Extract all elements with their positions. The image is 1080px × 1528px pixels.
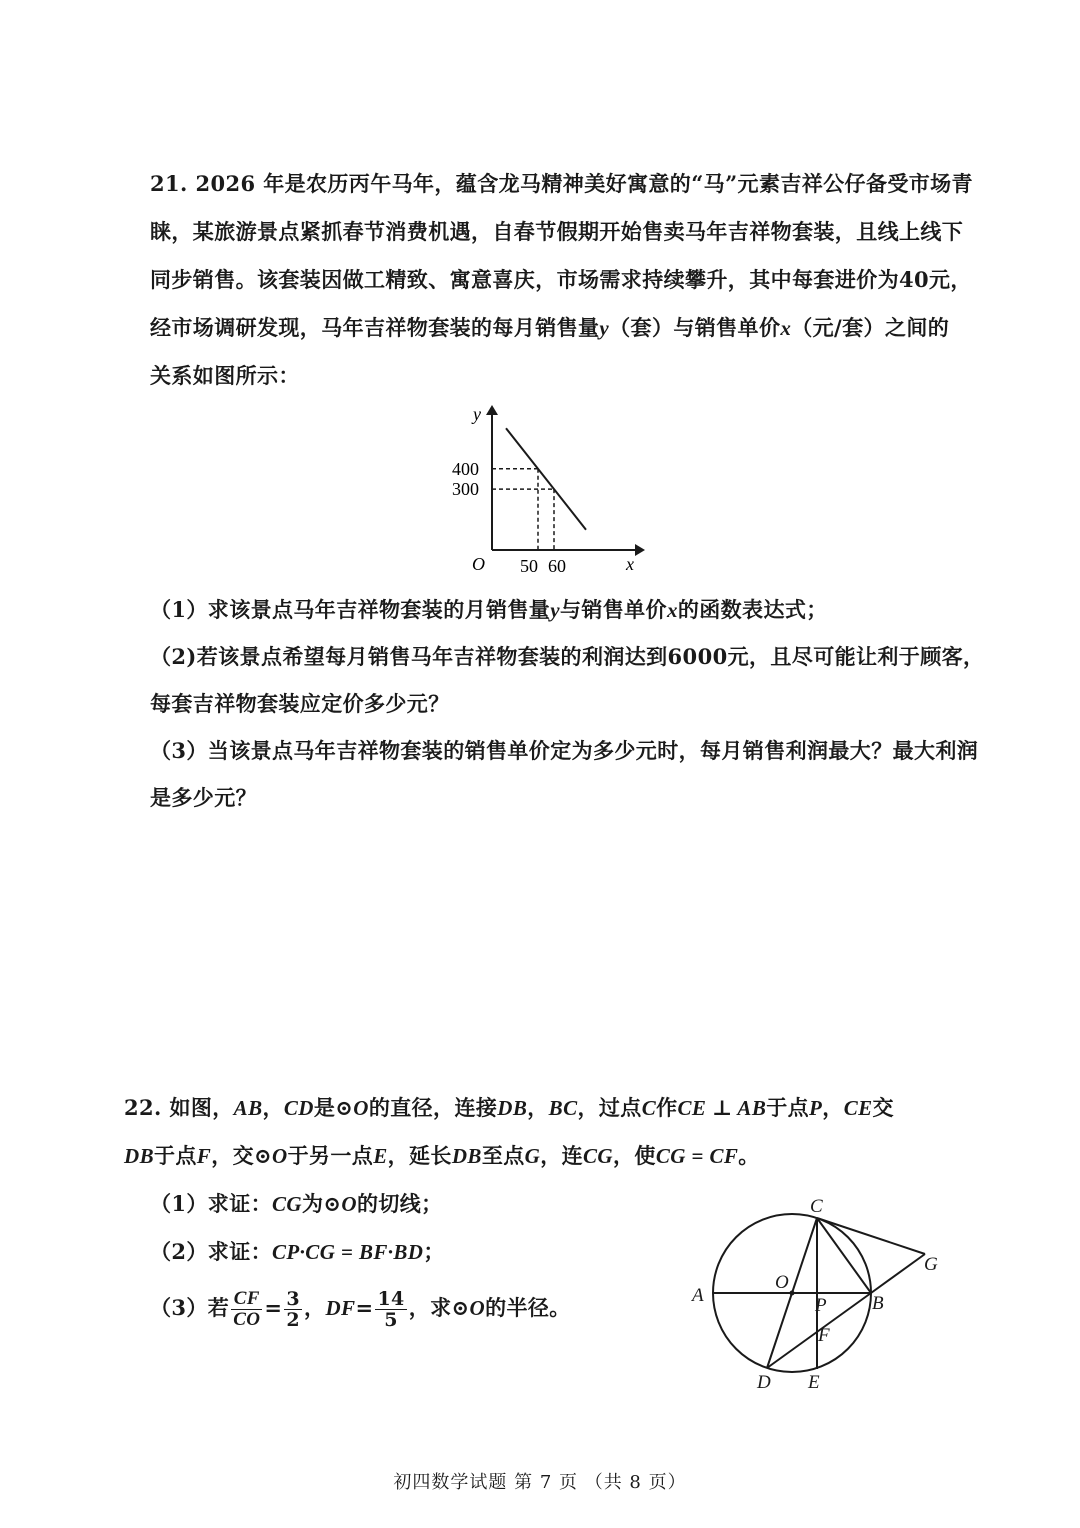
q22-l1f: 于点 <box>766 1095 810 1120</box>
frac-den: CO <box>233 1309 261 1330</box>
frac-num: CF <box>231 1289 262 1310</box>
label-b: B <box>872 1293 884 1314</box>
origin-label: O <box>472 554 485 574</box>
q22-p2b: ； <box>423 1239 445 1264</box>
q22-l2d: ，延长 <box>387 1143 452 1168</box>
page-footer: 初四数学试题 第 7 页 （共 8 页） <box>393 1472 687 1493</box>
var-y: y <box>599 316 610 340</box>
label-a: A <box>692 1285 704 1306</box>
q22-part-1 <box>150 1190 443 1218</box>
q21-part-1b: 与销售单价 <box>559 597 667 622</box>
q22-l2h: 。 <box>738 1143 760 1168</box>
pt-F: F <box>196 1144 212 1168</box>
label-p: P <box>815 1295 827 1316</box>
q21-part-3-line-2: 是多少元？ <box>150 785 257 810</box>
equals: = <box>264 1295 283 1320</box>
pt-O: O <box>272 1144 288 1168</box>
q21-part-2-line-1: （2)若该景点希望每月销售马年吉祥物套装的利润达到6000元，且尽可能让利于顾客， <box>150 644 985 669</box>
y-axis-label: y <box>473 404 481 424</box>
pt-G: G <box>524 1144 541 1168</box>
q22-l2c: 于另一点 <box>287 1143 374 1168</box>
pt-P: P <box>809 1096 823 1120</box>
seg-BC: BC <box>548 1096 578 1120</box>
q22-part-3 <box>150 1286 571 1330</box>
x-axis-label: x <box>626 554 634 574</box>
q22-l2e: 至点 <box>481 1143 525 1168</box>
y-axis-arrow <box>486 405 498 415</box>
seg-CE: CE <box>843 1096 873 1120</box>
q22-p3c: ，求⊙ <box>408 1295 470 1320</box>
q22-p1b: 为⊙ <box>302 1191 342 1216</box>
q22-l2f: ，连 <box>540 1143 584 1168</box>
label-c: C <box>810 1196 823 1217</box>
label-e: E <box>808 1372 820 1393</box>
q22-circle-figure <box>680 1190 960 1400</box>
q21-part-2-line-2: 每套吉祥物套装应定价多少元？ <box>150 691 450 716</box>
q21-line-4 <box>150 314 949 342</box>
q22-p1a: （1）求证： <box>150 1191 273 1216</box>
sep: ， <box>822 1095 844 1120</box>
label-g: G <box>924 1254 938 1275</box>
q22-p1c: 的切线； <box>356 1191 443 1216</box>
fraction-14-5 <box>375 1289 406 1330</box>
fraction-3-2 <box>284 1289 302 1330</box>
q21-part-3-line-1: （3）当该景点马年吉祥物套装的销售单价定为多少元时，每月销售利润最大？最大利润 <box>150 738 979 763</box>
seg-AB: AB <box>233 1096 263 1120</box>
x-tick-50: 50 <box>520 556 538 576</box>
frac-num: 14 <box>377 1288 405 1310</box>
q22-p2a: （2）求证： <box>150 1239 273 1264</box>
fraction-cf-co <box>231 1289 262 1330</box>
series-line <box>506 428 586 530</box>
label-o: O <box>775 1272 789 1293</box>
label-f: F <box>818 1325 830 1346</box>
pt-O: O <box>341 1192 357 1216</box>
q22-l1a: 22. 如图， <box>124 1095 234 1120</box>
q22-l1d: ，过点 <box>577 1095 642 1120</box>
seg-CD: CD <box>283 1096 314 1120</box>
q21-line-4a: 经市场调研发现，马年吉祥物套装的每月销售量 <box>150 315 600 340</box>
q21-graph <box>440 400 660 580</box>
x-axis-arrow <box>635 544 645 556</box>
pt-O: O <box>469 1296 486 1320</box>
pt-C: C <box>641 1096 657 1120</box>
q22-l2a: 于点 <box>153 1143 197 1168</box>
q21-part-1 <box>150 596 828 624</box>
expr-cg-eq-cf: CG = CF <box>655 1144 739 1168</box>
q22-p3d: 的半径。 <box>485 1295 571 1320</box>
y-tick-300: 300 <box>452 479 479 500</box>
seg-DB: DB <box>497 1096 528 1120</box>
q22-part-2 <box>150 1238 445 1266</box>
q22-l2g: ，使 <box>613 1143 656 1168</box>
frac-den: 5 <box>384 1309 398 1331</box>
seg-CG: CG <box>272 1192 302 1216</box>
q22-l1c: 的直径，连接 <box>368 1095 498 1120</box>
q22-l2b: ，交⊙ <box>211 1143 273 1168</box>
frac-num: 3 <box>286 1288 301 1310</box>
q22-l1b: 是⊙ <box>313 1095 354 1120</box>
q21-line-4c: （元/套）之间的 <box>791 315 950 340</box>
q22-p3a: （3）若 <box>150 1295 230 1320</box>
var-x: x <box>780 316 792 340</box>
expr-cp-cg-eq-bf-bd: CP·CG = BF·BD <box>272 1240 424 1264</box>
var-x: x <box>666 598 678 622</box>
seg-CG: CG <box>583 1144 613 1168</box>
q21-line-5: 关系如图所示： <box>150 363 300 388</box>
var-y: y <box>550 598 560 622</box>
q21-line-3: 同步销售。该套装因做工精致、寓意喜庆，市场需求持续攀升，其中每套进价为40元， <box>150 267 972 292</box>
x-tick-60: 60 <box>548 556 566 576</box>
frac-den: 2 <box>286 1309 301 1331</box>
q22-line-2 <box>124 1142 760 1170</box>
q22-l1e: 作 <box>656 1095 678 1120</box>
q21-line-4b: （套）与销售单价 <box>609 315 781 340</box>
pt-E: E <box>373 1144 388 1168</box>
line-bg <box>871 1254 925 1293</box>
sep: ， <box>262 1095 284 1120</box>
q21-line-1: 21. 2026 年是农历丙午马年，蕴含龙马精神美好寓意的“马”元素吉祥公仔备受市场青 <box>150 171 973 196</box>
pt-O: O <box>353 1096 369 1120</box>
label-d: D <box>757 1372 771 1393</box>
equals: = <box>355 1295 374 1320</box>
q21-part-1a: （1）求该景点马年吉祥物套装的月销售量 <box>150 597 551 622</box>
q22-l1g: 交 <box>872 1095 894 1120</box>
q21-part-1c: 的函数表达式； <box>677 597 828 622</box>
line-bc <box>817 1218 871 1293</box>
seg-DB: DB <box>124 1144 154 1168</box>
q22-line-1 <box>124 1094 894 1122</box>
q22-p3b: ， <box>304 1295 326 1320</box>
sep: ， <box>527 1095 549 1120</box>
seg-DF: DF <box>325 1296 356 1320</box>
seg-DB: DB <box>451 1144 482 1168</box>
expr-ce-perp-ab: CE ⊥ AB <box>677 1096 767 1120</box>
q21-line-2: 睐，某旅游景点紧抓春节消费机遇，自春节假期开始售卖马年吉祥物套装，且线上线下 <box>150 219 964 244</box>
center-dot <box>790 1291 795 1296</box>
line-cg <box>817 1218 925 1254</box>
y-tick-400: 400 <box>452 458 479 479</box>
